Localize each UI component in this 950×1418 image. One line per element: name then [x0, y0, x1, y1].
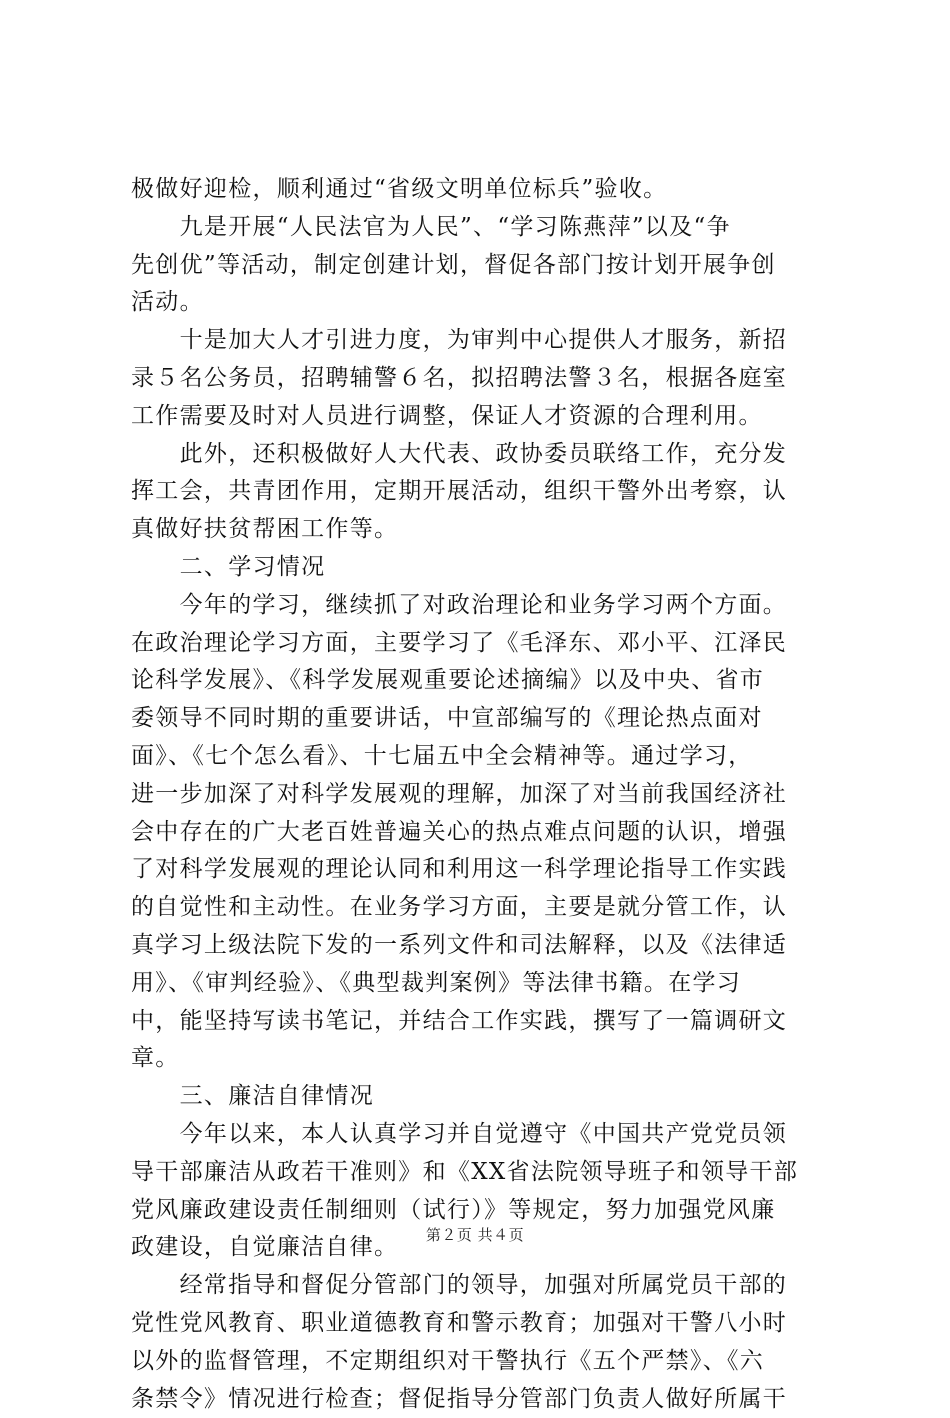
text-line: 党风廉政建设责任制细则（试行）》等规定，努力加强党风廉 [131, 1192, 831, 1230]
text-line: 活动。 [131, 284, 831, 322]
text-line: 面》、《七个怎么看》、十七届五中全会精神等。通过学习， [131, 738, 831, 776]
text-line: 今年以来，本人认真学习并自觉遵守《中国共产党党员领 [131, 1116, 831, 1154]
text-line: 此外，还积极做好人大代表、政协委员联络工作，充分发 [131, 436, 831, 474]
text-line: 工作需要及时对人员进行调整，保证人才资源的合理利用。 [131, 398, 831, 436]
text-line: 用》、《审判经验》、《典型裁判案例》等法律书籍。在学习 [131, 965, 831, 1003]
text-line: 章。 [131, 1040, 831, 1078]
text-line: 先创优”等活动，制定创建计划，督促各部门按计划开展争创 [131, 247, 831, 285]
section-heading: 三、廉洁自律情况 [131, 1078, 831, 1116]
text-line: 极做好迎检，顺利通过“省级文明单位标兵”验收。 [131, 171, 831, 209]
text-line: 挥工会，共青团作用，定期开展活动，组织干警外出考察，认 [131, 473, 831, 511]
text-line: 党性党风教育、职业道德教育和警示教育；加强对干警八小时 [131, 1305, 831, 1343]
text-line: 今年的学习，继续抓了对政治理论和业务学习两个方面。 [131, 587, 831, 625]
text-line: 导干部廉洁从政若干准则》和《XX省法院领导班子和领导干部 [131, 1154, 831, 1192]
text-line: 真做好扶贫帮困工作等。 [131, 511, 831, 549]
text-line: 政建设，自觉廉洁自律。 [131, 1229, 831, 1267]
text-line: 录５名公务员，招聘辅警６名，拟招聘法警３名，根据各庭室 [131, 360, 831, 398]
text-line: 条禁令》情况进行检查；督促指导分管部门负责人做好所属干 [131, 1381, 831, 1418]
text-line: 在政治理论学习方面，主要学习了《毛泽东、邓小平、江泽民 [131, 625, 831, 663]
text-line: 的自觉性和主动性。在业务学习方面，主要是就分管工作，认 [131, 889, 831, 927]
text-line: 经常指导和督促分管部门的领导，加强对所属党员干部的 [131, 1267, 831, 1305]
text-line: 委领导不同时期的重要讲话，中宣部编写的《理论热点面对 [131, 700, 831, 738]
text-line: 九是开展“人民法官为人民”、“学习陈燕萍”以及“争 [131, 209, 831, 247]
page-number-footer: 第２页 共４页 [0, 1224, 950, 1245]
text-line: 以外的监督管理，不定期组织对干警执行《五个严禁》、《六 [131, 1343, 831, 1381]
text-line: 真学习上级法院下发的一系列文件和司法解释，以及《法律适 [131, 927, 831, 965]
text-line: 中，能坚持写读书笔记，并结合工作实践，撰写了一篇调研文 [131, 1003, 831, 1041]
text-line: 了对科学发展观的理论认同和利用这一科学理论指导工作实践 [131, 851, 831, 889]
text-line: 十是加大人才引进力度，为审判中心提供人才服务，新招 [131, 322, 831, 360]
text-line: 进一步加深了对科学发展观的理解，加深了对当前我国经济社 [131, 776, 831, 814]
text-line: 会中存在的广大老百姓普遍关心的热点难点问题的认识，增强 [131, 814, 831, 852]
section-heading: 二、学习情况 [131, 549, 831, 587]
text-line: 论科学发展》、《科学发展观重要论述摘编》以及中央、省市 [131, 662, 831, 700]
